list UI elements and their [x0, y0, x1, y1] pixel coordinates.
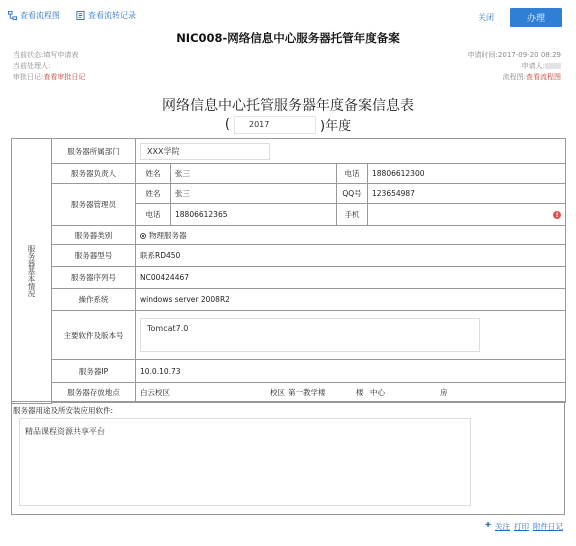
os-label: 操作系统 [52, 289, 136, 311]
warning-icon: ! [553, 211, 561, 219]
location-cell [136, 383, 566, 403]
flowchart-row [468, 72, 561, 83]
server-info-table [11, 138, 566, 404]
admin-name-label: 姓名 [136, 184, 171, 204]
ip-label: 服务器IP [52, 360, 136, 383]
type-value: 物理服务器 [149, 230, 187, 240]
follow-icon: ✚ [485, 521, 491, 529]
footer-links [485, 521, 563, 532]
follow-link[interactable]: 关注 [495, 522, 510, 531]
audit-log-row [13, 72, 85, 83]
owner-name-value[interactable]: 张三 [171, 164, 337, 184]
os-value[interactable]: windows server 2008R2 [136, 289, 566, 311]
meta-right [468, 50, 561, 83]
process-button[interactable]: 办理 [510, 8, 562, 27]
view-flowchart-label: 查看流程图 [20, 11, 60, 20]
dept-cell [136, 139, 566, 164]
model-label: 服务器型号 [52, 245, 136, 267]
flowchart-prefix: 流程图: [502, 73, 526, 81]
section-label: 服务器基本情况 [12, 139, 52, 404]
dept-row [12, 139, 566, 164]
current-handler: 当前处理人: [13, 62, 51, 70]
admin-phone-value[interactable]: 18806612365 [171, 204, 337, 226]
usage-section [11, 401, 565, 515]
software-label: 主要软件及版本号 [52, 311, 136, 360]
type-cell [136, 226, 566, 245]
model-row [12, 245, 566, 267]
admin-row-1 [12, 184, 566, 204]
form-title: NIC008-网络信息中心服务器托管年度备案 [176, 31, 400, 45]
view-flowchart-link[interactable] [8, 10, 60, 21]
type-label: 服务器类别 [52, 226, 136, 245]
attachment-log-link[interactable]: 附件日记 [533, 522, 563, 531]
year-row [0, 115, 576, 134]
flowchart-icon [8, 11, 17, 20]
serial-label: 服务器序列号 [52, 267, 136, 289]
model-value[interactable]: 联系RD450 [136, 245, 566, 267]
type-row [12, 226, 566, 245]
usage-label: 服务器用途及所安装应用软件: [13, 406, 114, 415]
admin-mobile-cell[interactable] [368, 204, 566, 226]
print-link[interactable]: 打印 [514, 522, 529, 531]
campus-suffix: 校区 [270, 388, 285, 397]
apply-time: 申请时间:2017-09-20 08:29 [467, 51, 561, 59]
top-toolbar [8, 10, 136, 21]
view-audit-log-link[interactable]: 查看审批日记 [43, 73, 86, 81]
admin-qq-value[interactable]: 123654987 [368, 184, 566, 204]
close-link[interactable]: 关闭 [478, 13, 494, 22]
applicant-name-redacted [545, 63, 561, 69]
serial-row [12, 267, 566, 289]
admin-qq-label: QQ号 [337, 184, 368, 204]
owner-label: 服务器负责人 [52, 164, 136, 184]
physical-server-radio[interactable] [140, 233, 146, 239]
room-suffix: 房 [440, 388, 448, 397]
owner-phone-value[interactable]: 18806612300 [368, 164, 566, 184]
ip-row [12, 360, 566, 383]
room-value[interactable]: 中心 [370, 388, 385, 397]
year-suffix: )年度 [320, 119, 352, 134]
serial-value[interactable]: NC00424467 [136, 267, 566, 289]
records-icon [76, 11, 85, 20]
dept-field[interactable]: XXX学院 [140, 143, 270, 160]
applicant-label: 申请人: [521, 62, 545, 70]
year-open-paren: ( [224, 117, 230, 132]
os-row [12, 289, 566, 311]
location-fields [140, 387, 561, 398]
software-row [12, 311, 566, 360]
usage-textarea[interactable]: 精品课程资源共享平台 [19, 418, 471, 506]
software-field[interactable]: Tomcat7.0 [140, 318, 480, 352]
location-row [12, 383, 566, 403]
ip-value[interactable]: 10.0.10.73 [136, 360, 566, 383]
software-cell [136, 311, 566, 360]
current-status: 当前状态:填写申请表 [13, 51, 79, 59]
view-flowchart-meta-link[interactable]: 查看流程图 [526, 73, 561, 81]
year-input[interactable]: 2017 [234, 116, 316, 134]
owner-phone-label: 电话 [337, 164, 368, 184]
campus-value[interactable]: 白云校区 [140, 388, 170, 397]
building-value[interactable]: 第一教学楼 [288, 388, 326, 397]
meta-left [13, 50, 85, 83]
admin-label: 服务器管理员 [52, 184, 136, 226]
audit-log-prefix: 审批日记: [13, 73, 44, 81]
document-title: 网络信息中心托管服务器年度备案信息表 [162, 98, 414, 114]
applicant-row [468, 61, 561, 72]
admin-phone-label: 电话 [136, 204, 171, 226]
view-records-link[interactable] [76, 10, 136, 21]
owner-name-label: 姓名 [136, 164, 171, 184]
location-label: 服务器存放地点 [52, 383, 136, 403]
admin-mobile-label: 手机 [337, 204, 368, 226]
dept-label: 服务器所属部门 [52, 139, 136, 164]
building-suffix: 楼 [356, 388, 364, 397]
admin-name-value[interactable]: 张三 [171, 184, 337, 204]
owner-row [12, 164, 566, 184]
view-records-label: 查看流转记录 [88, 11, 136, 20]
